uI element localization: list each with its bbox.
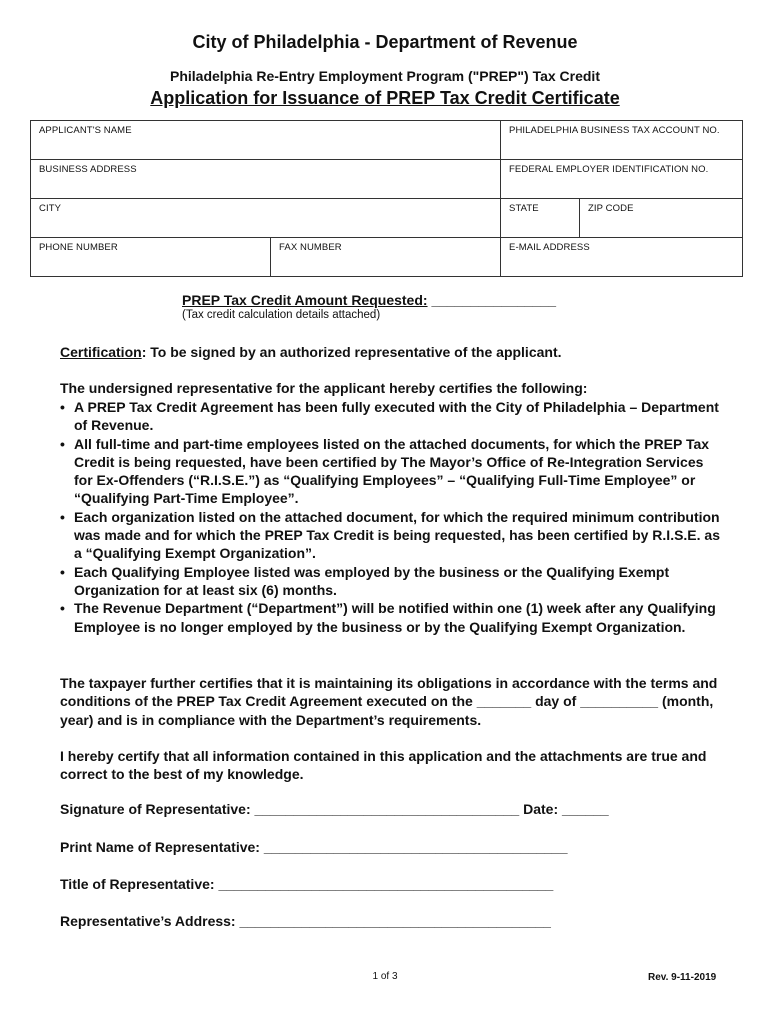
zip-code-label: ZIP CODE bbox=[588, 203, 634, 214]
address-line[interactable]: Representative’s Address: ________________________________________ bbox=[60, 913, 551, 929]
page-title: City of Philadelphia - Department of Revenue bbox=[192, 32, 578, 52]
applicant-name-label: APPLICANT'S NAME bbox=[39, 125, 132, 136]
business-address-label: BUSINESS ADDRESS bbox=[39, 164, 137, 175]
signature-line[interactable]: Signature of Representative: __________________________________ Date: ______ bbox=[60, 801, 609, 817]
city-label: CITY bbox=[39, 203, 62, 214]
program-subtitle: Philadelphia Re-Entry Employment Program ("PREP") Tax Credit bbox=[170, 68, 600, 84]
bullet-icon: • bbox=[60, 399, 65, 415]
business-address-field[interactable] bbox=[31, 160, 501, 199]
state-label: STATE bbox=[509, 203, 539, 214]
certification-intro: The undersigned representative for the applicant hereby certifies the following: bbox=[60, 380, 588, 396]
certification-heading bbox=[60, 343, 720, 361]
certification-list bbox=[60, 398, 720, 636]
bullet-icon: • bbox=[60, 435, 65, 452]
bullet-icon: • bbox=[60, 508, 65, 525]
zip-code-field[interactable] bbox=[580, 199, 743, 238]
amount-requested-line bbox=[182, 292, 556, 308]
list-item: • The Revenue Department (“Department”) will be notified within one (1) week after any Qualifying Employee is no longer employed by the business or by the Qualifying Exempt Organization. bbox=[60, 600, 716, 635]
list-item: • All full-time and part-time employees listed on the attached documents, for which the PREP Tax Credit is being requested, have been certified by The Mayor’s Office of Re-Integration Services for Ex-Offenders (“R.I.S.E.”) as “Qualifying Employees” – “Qualifying Full-Time Employee” or “Qualifying Part-Time Employee”. bbox=[60, 435, 710, 507]
application-title: Application for Issuance of PREP Tax Credit Certificate bbox=[150, 88, 620, 108]
phone-label: PHONE NUMBER bbox=[39, 242, 118, 253]
email-label: E-MAIL ADDRESS bbox=[509, 242, 590, 253]
revision-date: Rev. 9-11-2019 bbox=[648, 972, 717, 983]
fax-field[interactable] bbox=[271, 238, 501, 277]
city-field[interactable] bbox=[31, 199, 501, 238]
further-certification: The taxpayer further certifies that it is maintaining its obligations in accordance with the terms and conditions of the PREP Tax Credit Agreement executed on the _______ day of __________ (month, year) and is in compliance with the Department’s requirements. bbox=[60, 675, 718, 728]
business-tax-account-label: PHILADELPHIA BUSINESS TAX ACCOUNT NO. bbox=[509, 125, 720, 136]
amount-note: (Tax credit calculation details attached) bbox=[182, 309, 381, 321]
applicant-info-table bbox=[30, 120, 743, 277]
amount-requested-label: PREP Tax Credit Amount Requested: bbox=[182, 292, 428, 308]
amount-requested-blank[interactable]: ________________ bbox=[431, 292, 557, 308]
state-field[interactable] bbox=[501, 199, 580, 238]
applicant-name-field[interactable] bbox=[31, 121, 501, 160]
page-number: 1 of 3 bbox=[372, 971, 398, 982]
email-field[interactable] bbox=[501, 238, 743, 277]
certification-heading-label: Certification bbox=[60, 344, 142, 360]
certification-heading-text: : To be signed by an authorized representative of the applicant. bbox=[141, 344, 562, 360]
list-item: • Each organization listed on the attached document, for which the required minimum contribution was made and for which the PREP Tax Credit is being requested, has been certified by R.I.S.E. as a “Qualifying Exempt Organization”. bbox=[60, 508, 720, 562]
title-line[interactable]: Title of Representative: ___________________________________________ bbox=[60, 876, 554, 892]
list-item: • A PREP Tax Credit Agreement has been fully executed with the City of Philadelphia – Department of Revenue. bbox=[60, 399, 719, 434]
list-item: • Each Qualifying Employee listed was employed by the business or the Qualifying Exempt Organization for at least six (6) months. bbox=[60, 563, 670, 598]
bullet-icon: • bbox=[60, 600, 65, 617]
print-name-line[interactable]: Print Name of Representative: _______________________________________ bbox=[60, 839, 568, 855]
amount-requested-block bbox=[182, 292, 556, 321]
bullet-icon: • bbox=[60, 563, 65, 580]
federal-ein-label: FEDERAL EMPLOYER IDENTIFICATION NO. bbox=[509, 164, 709, 175]
business-tax-account-field[interactable] bbox=[501, 121, 743, 160]
fax-label: FAX NUMBER bbox=[279, 242, 342, 253]
federal-ein-field[interactable] bbox=[501, 160, 743, 199]
phone-field[interactable] bbox=[31, 238, 271, 277]
accuracy-statement: I hereby certify that all information contained in this application and the attachments are true and correct to the best of my knowledge. bbox=[60, 748, 707, 783]
